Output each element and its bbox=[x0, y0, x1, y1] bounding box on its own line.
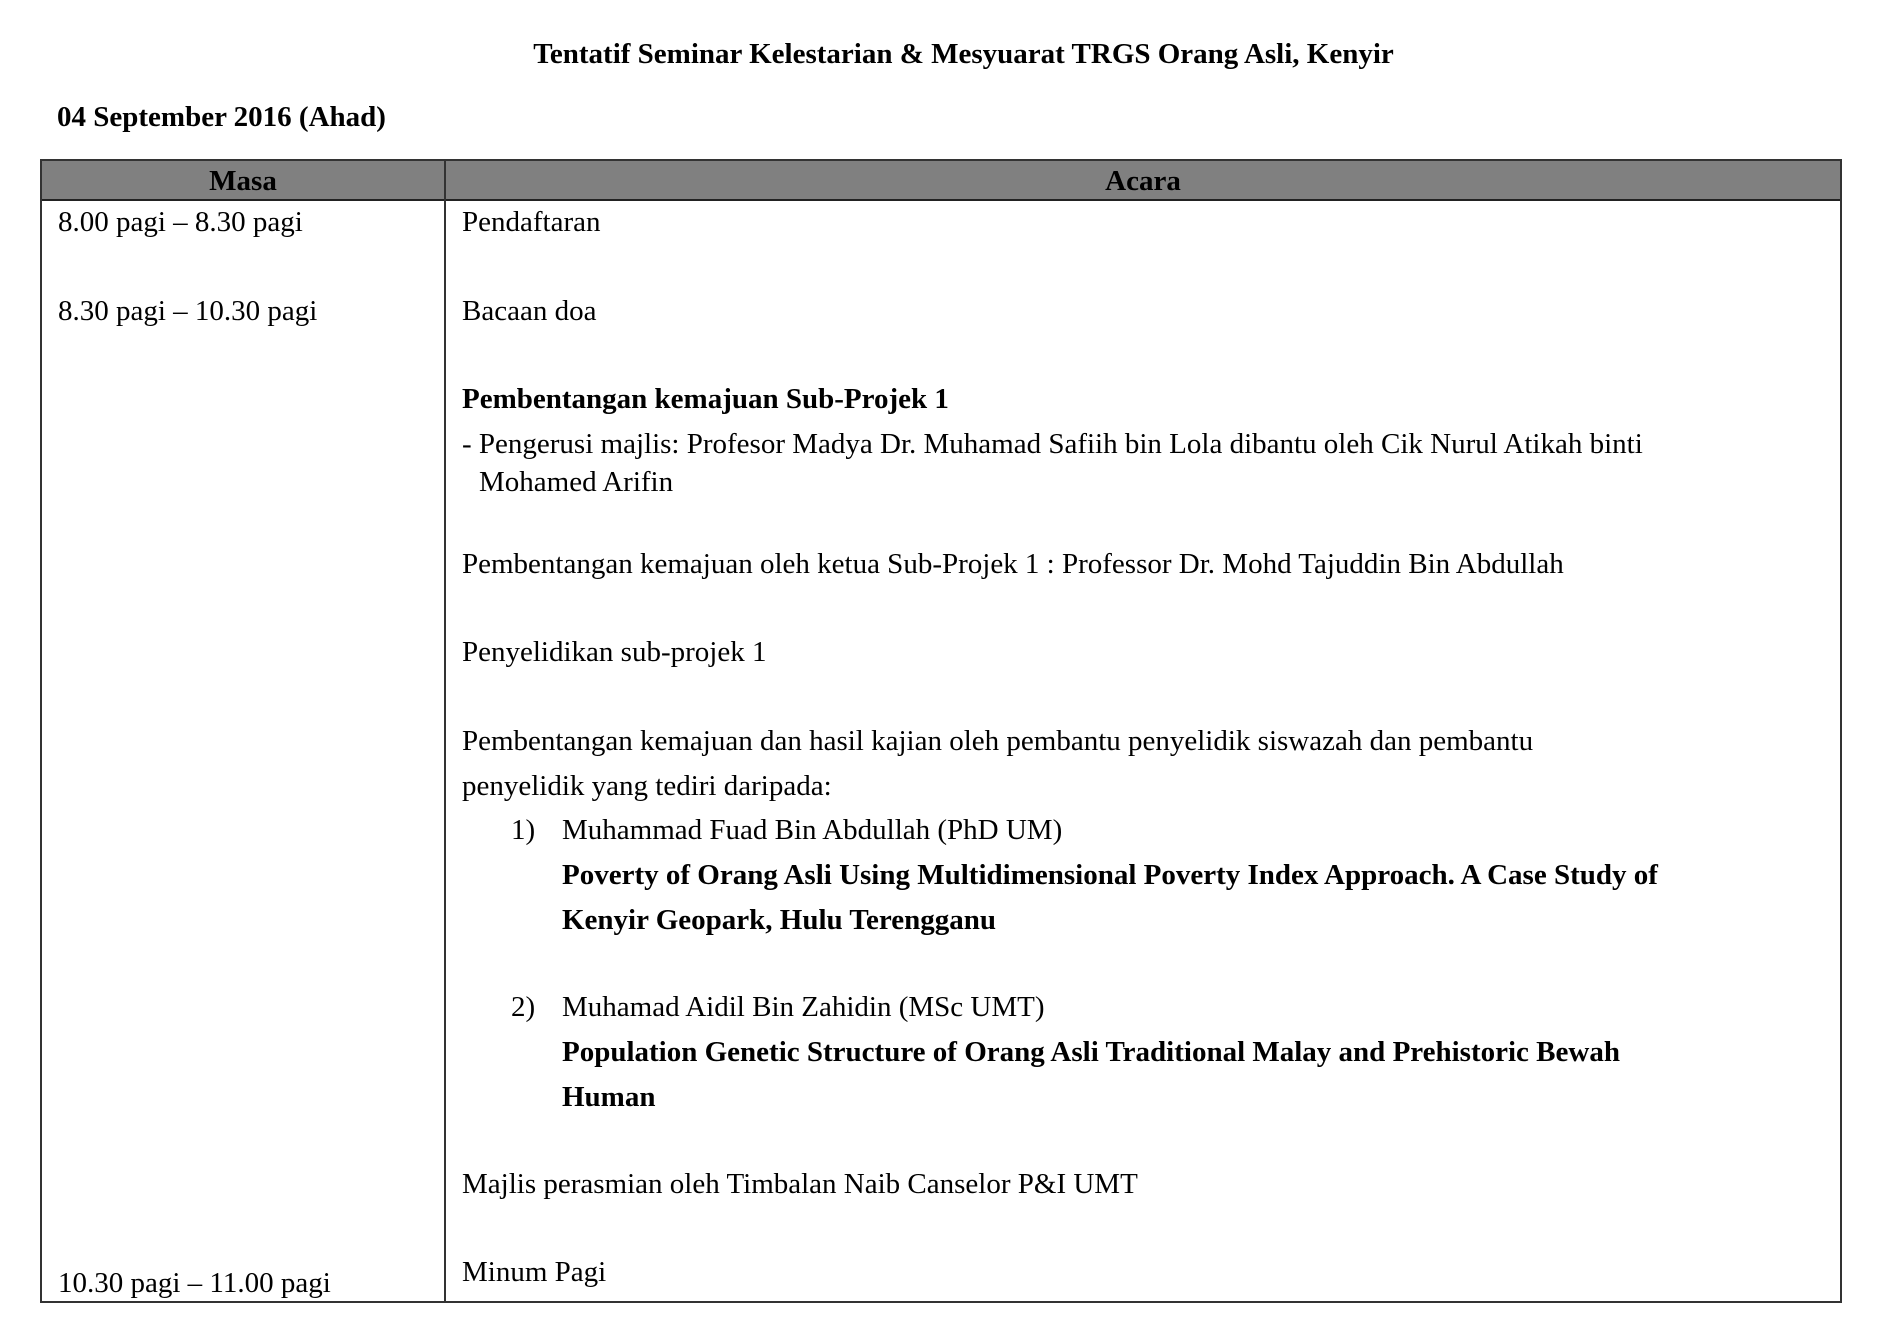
event-pengerusi-line2: Mohamed Arifin bbox=[479, 466, 674, 498]
presenter-title-line2: Human bbox=[562, 1081, 656, 1113]
event-pendaftaran: Pendaftaran bbox=[462, 206, 601, 238]
table-header bbox=[42, 161, 1840, 201]
document-title: Tentatif Seminar Kelestarian & Mesyuarat TRGS Orang Asli, Kenyir bbox=[533, 38, 1394, 70]
presenter-title-line1: Poverty of Orang Asli Using Multidimensional Poverty Index Approach. A Case Study of bbox=[562, 859, 1658, 891]
presenter-title-line1: Population Genetic Structure of Orang Asli Traditional Malay and Prehistoric Bewah bbox=[562, 1036, 1620, 1068]
presenter-number: 1) bbox=[511, 814, 536, 846]
header-masa: Masa bbox=[209, 165, 277, 197]
event-pengerusi-line1: - Pengerusi majlis: Profesor Madya Dr. Muhamad Safiih bin Lola dibantu oleh Cik Nurul Atikah binti bbox=[462, 428, 1643, 460]
event-perasmian: Majlis perasmian oleh Timbalan Naib Canselor P&I UMT bbox=[462, 1168, 1138, 1200]
schedule-table bbox=[40, 159, 1842, 1303]
document-date: 04 September 2016 (Ahad) bbox=[57, 101, 386, 133]
time-slot: 8.30 pagi – 10.30 pagi bbox=[58, 295, 318, 327]
time-slot: 10.30 pagi – 11.00 pagi bbox=[58, 1267, 331, 1299]
event-pembentangan-line1: Pembentangan kemajuan dan hasil kajian oleh pembantu penyelidik siswazah dan pembantu bbox=[462, 725, 1534, 757]
event-penyelidikan: Penyelidikan sub-projek 1 bbox=[462, 636, 767, 668]
column-divider bbox=[444, 161, 446, 1301]
event-pembentangan-line2: penyelidik yang tediri daripada: bbox=[462, 770, 832, 802]
presenter-number: 2) bbox=[511, 991, 536, 1023]
event-ketua: Pembentangan kemajuan oleh ketua Sub-Projek 1 : Professor Dr. Mohd Tajuddin Bin Abdullah bbox=[462, 548, 1564, 580]
presenter-title-line2: Kenyir Geopark, Hulu Terengganu bbox=[562, 904, 997, 936]
header-acara: Acara bbox=[1105, 165, 1181, 197]
event-minum: Minum Pagi bbox=[462, 1256, 607, 1288]
presenter-name: Muhamad Aidil Bin Zahidin (MSc UMT) bbox=[562, 991, 1045, 1023]
event-subprojek-heading: Pembentangan kemajuan Sub-Projek 1 bbox=[462, 383, 949, 415]
time-slot: 8.00 pagi – 8.30 pagi bbox=[58, 206, 303, 238]
event-bacaan-doa: Bacaan doa bbox=[462, 295, 597, 327]
presenter-name: Muhammad Fuad Bin Abdullah (PhD UM) bbox=[562, 814, 1063, 846]
